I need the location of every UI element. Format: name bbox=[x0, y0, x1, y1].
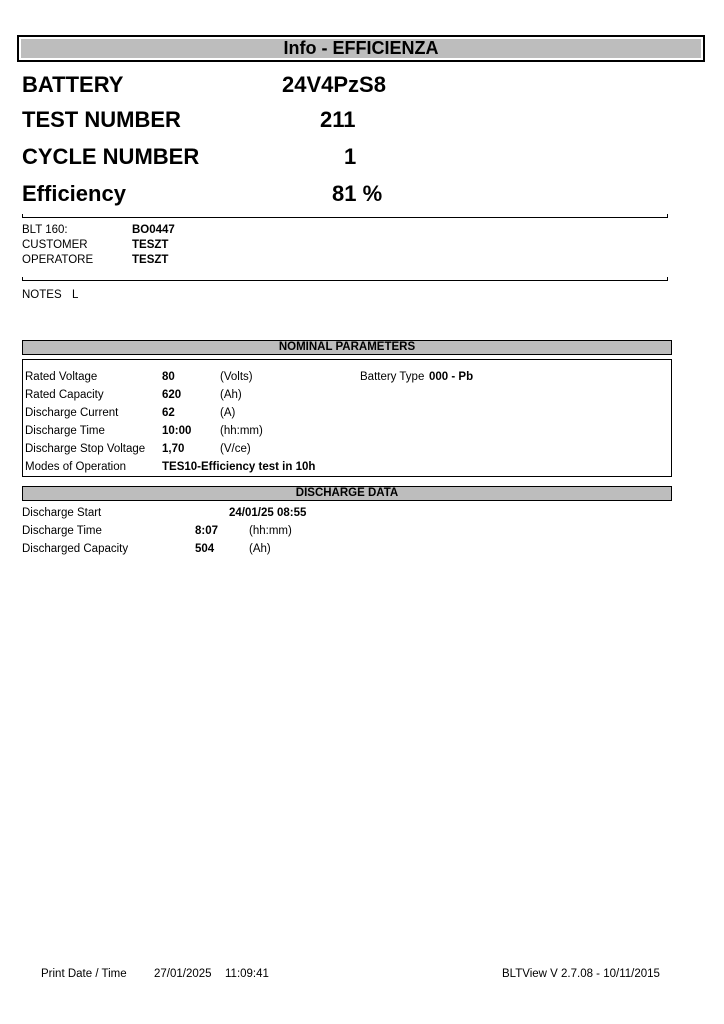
nominal-parameters-header: NOMINAL PARAMETERS bbox=[22, 340, 672, 355]
cycle-number-value: 1 bbox=[344, 144, 357, 169]
test-number-value: 211 bbox=[320, 107, 356, 132]
nominal-discharge-time-label: Discharge Time bbox=[25, 425, 105, 437]
customer-value: TESZT bbox=[132, 239, 169, 251]
rated-capacity-value: 620 bbox=[162, 389, 182, 401]
discharge-data-header: DISCHARGE DATA bbox=[22, 486, 672, 501]
rated-capacity-label: Rated Capacity bbox=[25, 389, 104, 401]
test-number-label: TEST NUMBER bbox=[22, 107, 181, 132]
print-date-label: Print Date / Time bbox=[41, 968, 127, 980]
page-title: Info - EFFICIENZA bbox=[21, 39, 701, 58]
version-text: BLTView V 2.7.08 - 10/11/2015 bbox=[502, 968, 660, 980]
stop-voltage-label: Discharge Stop Voltage bbox=[25, 443, 146, 455]
nominal-parameters-box bbox=[22, 359, 672, 477]
operator-value: TESZT bbox=[132, 254, 169, 266]
notes-label: NOTES bbox=[22, 289, 62, 301]
operator-label: OPERATORE bbox=[22, 254, 94, 266]
modes-label: Modes of Operation bbox=[25, 461, 127, 473]
discharge-start-value: 24/01/25 08:55 bbox=[229, 507, 307, 519]
discharge-time-label: Discharge Time bbox=[22, 525, 102, 537]
battery-value: 24V4PzS8 bbox=[282, 72, 386, 97]
discharge-current-unit: (A) bbox=[220, 407, 236, 419]
title-bar bbox=[17, 35, 705, 62]
battery-label: BATTERY bbox=[22, 72, 124, 97]
discharge-start-label: Discharge Start bbox=[22, 507, 102, 519]
rated-voltage-label: Rated Voltage bbox=[25, 371, 98, 383]
stop-voltage-value: 1,70 bbox=[162, 443, 185, 455]
stop-voltage-unit: (V/ce) bbox=[220, 443, 251, 455]
discharge-current-value: 62 bbox=[162, 407, 175, 419]
discharge-current-label: Discharge Current bbox=[25, 407, 119, 419]
cycle-number-label: CYCLE NUMBER bbox=[22, 144, 200, 169]
discharged-capacity-unit: (Ah) bbox=[249, 543, 271, 555]
print-date-value: 27/01/2025 bbox=[154, 968, 212, 980]
discharged-capacity-value: 504 bbox=[195, 543, 215, 555]
rated-voltage-unit: (Volts) bbox=[220, 371, 253, 383]
rated-voltage-value: 80 bbox=[162, 371, 175, 383]
efficiency-value: 81 % bbox=[332, 181, 383, 206]
efficiency-label: Efficiency bbox=[22, 181, 126, 206]
battery-type-value: 000 - Pb bbox=[429, 371, 474, 383]
divider-top bbox=[22, 214, 668, 218]
discharge-time-value: 8:07 bbox=[195, 525, 219, 537]
nominal-discharge-time-unit: (hh:mm) bbox=[220, 425, 263, 437]
discharge-time-unit: (hh:mm) bbox=[249, 525, 292, 537]
notes-value: L bbox=[72, 289, 79, 301]
battery-type-label: Battery Type bbox=[360, 371, 425, 383]
customer-label: CUSTOMER bbox=[22, 239, 88, 251]
discharged-capacity-label: Discharged Capacity bbox=[22, 543, 129, 555]
print-time-value: 11:09:41 bbox=[225, 968, 269, 980]
blt-value: BO0447 bbox=[132, 224, 175, 236]
rated-capacity-unit: (Ah) bbox=[220, 389, 242, 401]
blt-label: BLT 160: bbox=[22, 224, 68, 236]
nominal-discharge-time-value: 10:00 bbox=[162, 425, 192, 437]
modes-value: TES10-Efficiency test in 10h bbox=[162, 461, 316, 473]
divider-middle bbox=[22, 277, 668, 281]
